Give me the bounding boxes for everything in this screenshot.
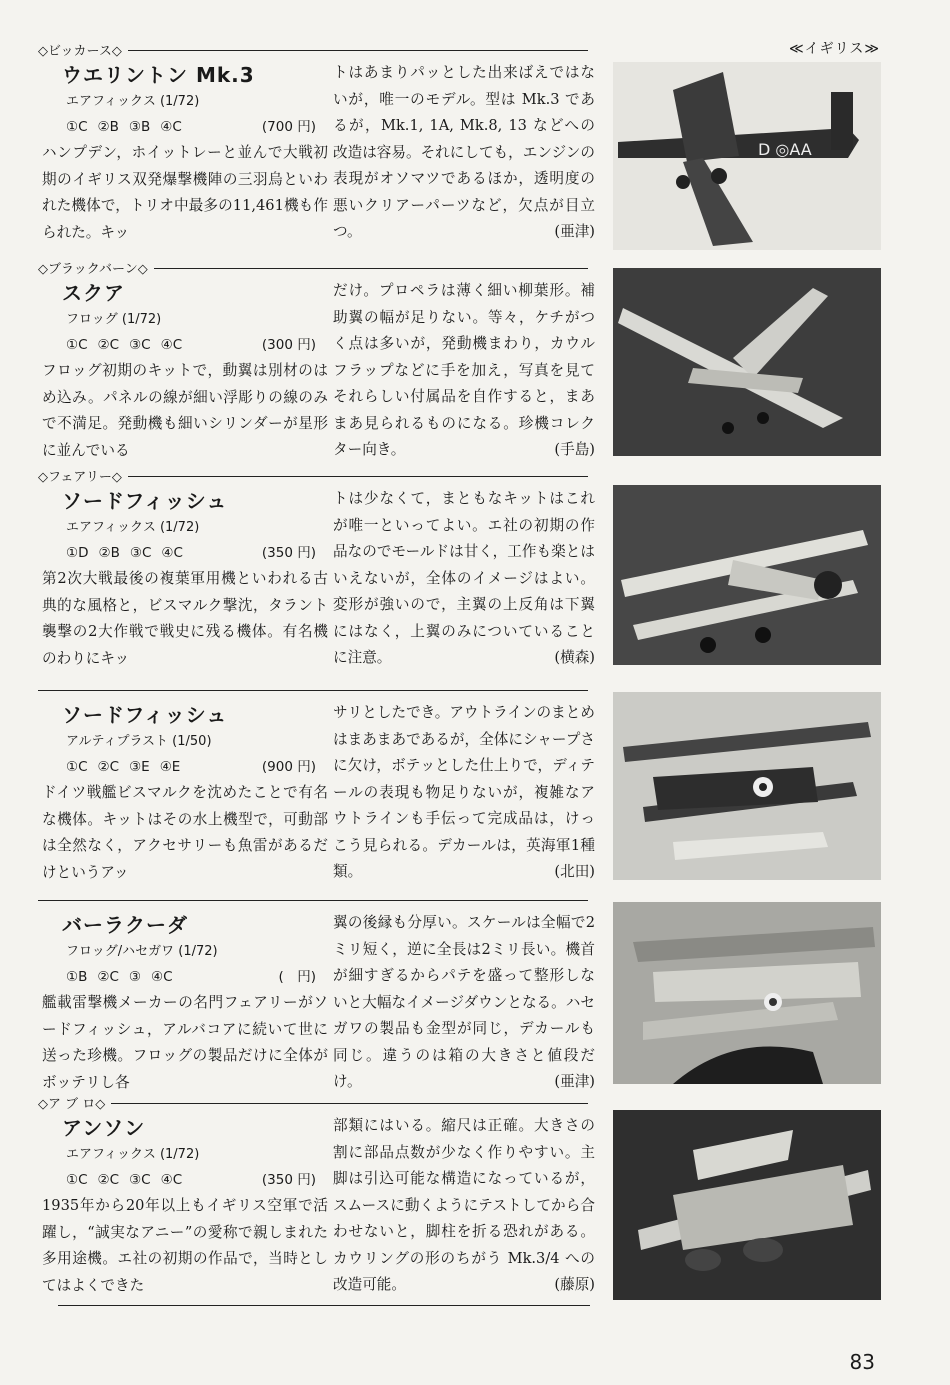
kit-review-entry — [38, 40, 595, 241]
model-title: アンソン — [62, 1116, 146, 1140]
ratings-row — [66, 1167, 328, 1193]
manufacturer-label: ◇ビッカース◇ — [38, 40, 128, 59]
ratings-row — [66, 332, 328, 358]
model-title: スクア — [62, 281, 125, 305]
aircraft-marking: D ◎AA — [758, 140, 812, 159]
kit-review-entry — [38, 890, 595, 1091]
kit-maker-scale: フロッグ/ハセガワ (1/72) — [66, 944, 218, 959]
price: (900 円) — [261, 759, 316, 775]
rating: ①B — [66, 969, 88, 985]
aircraft-photo — [613, 902, 881, 1084]
review-text-right: トはあまりパッとした出来ばえではないが，唯一のモデル。型は Mk.3 であるが，Mk.1, 1A, Mk.8, 13 などへの改造は容易。それにしても，エンジンの表現がオソマツであるほか，透明度の悪いクリアーパーツなど，欠点が目立つ。 (亜津) — [333, 60, 595, 246]
kit-review-entry — [38, 258, 595, 459]
rating: ①C — [66, 119, 88, 135]
model-title: ソードフィッシュ — [62, 489, 228, 513]
aircraft-photo — [613, 1110, 881, 1300]
author-credit: (亜津) — [554, 1073, 595, 1090]
model-title: ウエリントン Mk.3 — [62, 63, 255, 87]
rating: ③C — [129, 337, 151, 353]
rating: ④C — [160, 119, 182, 135]
price: (700 円) — [261, 119, 316, 135]
rating: ②C — [97, 1172, 120, 1188]
kit-review-entry — [38, 1093, 595, 1294]
rating: ③C — [129, 1172, 151, 1188]
review-text-right: だけ。プロペラは薄く細い柳葉形。補助翼の幅が足りない。等々，ケチがつく点は多いが，発動機まわり，カウルフラップなどに手を加え，写真を見てそれらしい付属品を自作すると，まあまあ見られるものになる。珍機コレクター向き。 (手島) — [333, 278, 595, 464]
model-title: ソードフィッシュ — [62, 703, 228, 727]
rating: ②C — [97, 759, 120, 775]
review-text-left: 艦載雷撃機メーカーの名門フェアリーがソードフィッシュ，アルバコアに続いて世に送った珍機。フロッグの製品だけに全体がボッテリし各 — [42, 994, 328, 1091]
price: (300 円) — [261, 337, 316, 353]
rating: ①D — [66, 545, 89, 561]
author-credit: (北田) — [554, 863, 595, 880]
rating: ②B — [98, 545, 120, 561]
kit-review-entry — [38, 680, 595, 881]
rating: ①C — [66, 759, 88, 775]
model-title: バーラクーダ — [62, 913, 188, 937]
rating: ①C — [66, 337, 88, 353]
rating: ④C — [160, 337, 183, 353]
rating: ②C — [97, 337, 120, 353]
author-credit: (藤原) — [554, 1276, 595, 1293]
aircraft-photo — [613, 692, 881, 880]
kit-maker-scale: エアフィックス (1/72) — [66, 1147, 200, 1162]
manufacturer-label: ◇フェアリー◇ — [38, 466, 128, 485]
review-text-left: 第2次大戦最後の複葉軍用機といわれる古典的な風格と，ビスマルク撃沈，タラント襲撃の2大作戦で戦史に残る機体。有名機のわりにキッ — [42, 570, 328, 667]
author-credit: (横森) — [554, 649, 595, 666]
review-text-right: 部類にはいる。縮尺は正確。大きさの割に部品点数が少なく作りやすい。主脚は引込可能な構造になっているが，スムースに動くようにテストしてから合わせないと，脚柱を折る恐れがある。カウリングの形のちがう Mk.3/4 への改造可能。 (藤原) — [333, 1113, 595, 1299]
author-credit: (手島) — [554, 441, 595, 458]
review-text-right: トは少なくて，まともなキットはこれが唯一といってよい。エ社の初期の作品なのでモールドは甘く，工作も楽とはいえないが，全体のイメージはよい。変形が強いので，主翼の上反角は下翼にはなく，上翼のみについていることに注意。 (横森) — [333, 486, 595, 672]
aircraft-photo — [613, 485, 881, 665]
kit-maker-scale: アルティプラスト (1/50) — [66, 734, 212, 749]
rating: ④C — [160, 1172, 183, 1188]
manufacturer-label: ◇ブラックバーン◇ — [38, 258, 154, 277]
price: ( 円) — [278, 969, 316, 985]
rating: ④C — [151, 969, 173, 985]
rating: ③ — [128, 969, 142, 985]
kit-maker-scale: エアフィックス (1/72) — [66, 520, 200, 535]
ratings-row — [66, 540, 328, 566]
review-text-left: 1935年から20年以上もイギリス空軍で活躍し，“誠実なアニー”の愛称で親しまれた多用途機。エ社の初期の作品で，当時としてはよくできた — [42, 1197, 328, 1294]
review-text-right: 翼の後縁も分厚い。スケールは全幅で2ミリ短く，逆に全長は2ミリ長い。機首が細すぎるからパテを盛って整形しないと大幅なイメージダウンとなる。ハセガワの製品も金型が同じ，デカールも同じ。違うのは箱の大きさと値段だけ。 (亜津) — [333, 910, 595, 1096]
ratings-row — [66, 754, 328, 780]
rating: ③E — [129, 759, 150, 775]
aircraft-photo — [613, 268, 881, 456]
rating: ②B — [97, 119, 119, 135]
review-text-left: ハンプデン，ホイットレーと並んで大戦初期のイギリス双発爆撃機陣の三羽烏といわれた機体で，トリオ中最多の11,461機も作られた。キッ — [42, 144, 328, 241]
ratings-row — [66, 114, 328, 140]
rating: ④E — [159, 759, 181, 775]
review-text-right: サリとしたでき。アウトラインのまとめはまあまあであるが，全体にシャープさに欠け，ボテッとした仕上りで，ディテールの表現も物足りないが，複雑なアウトラインも手伝って完成品は，けっこう見られる。デカールは，英海軍1種類。 (北田) — [333, 700, 595, 886]
manufacturer-label: ◇ア ブ ロ◇ — [38, 1093, 111, 1112]
rating: ③C — [129, 545, 152, 561]
page-number: 83 — [849, 1350, 875, 1374]
rating: ①C — [66, 1172, 88, 1188]
review-text-left: フロッグ初期のキットで，動翼は別材のはめ込み。パネルの線が細い浮彫りの線のみで不満足。発動機も細いシリンダーが星形に並んでいる — [42, 362, 328, 459]
review-text-left: ドイツ戦艦ビスマルクを沈めたことで有名な機体。キットはその水上機型で，可動部は全然なく，アクセサリーも魚雷があるだけというアッ — [42, 784, 328, 881]
price: (350 円) — [261, 545, 316, 561]
ratings-row — [66, 964, 328, 990]
rating: ③B — [128, 119, 151, 135]
kit-maker-scale: エアフィックス (1/72) — [66, 94, 200, 109]
author-credit: (亜津) — [554, 223, 595, 240]
closing-rule — [58, 1305, 590, 1306]
aircraft-photo — [613, 62, 881, 250]
rating: ②C — [97, 969, 119, 985]
price: (350 円) — [261, 1172, 316, 1188]
rating: ④C — [161, 545, 183, 561]
kit-maker-scale: フロッグ (1/72) — [66, 312, 162, 327]
kit-review-entry — [38, 466, 595, 667]
country-heading: ≪イギリス≫ — [788, 41, 880, 57]
